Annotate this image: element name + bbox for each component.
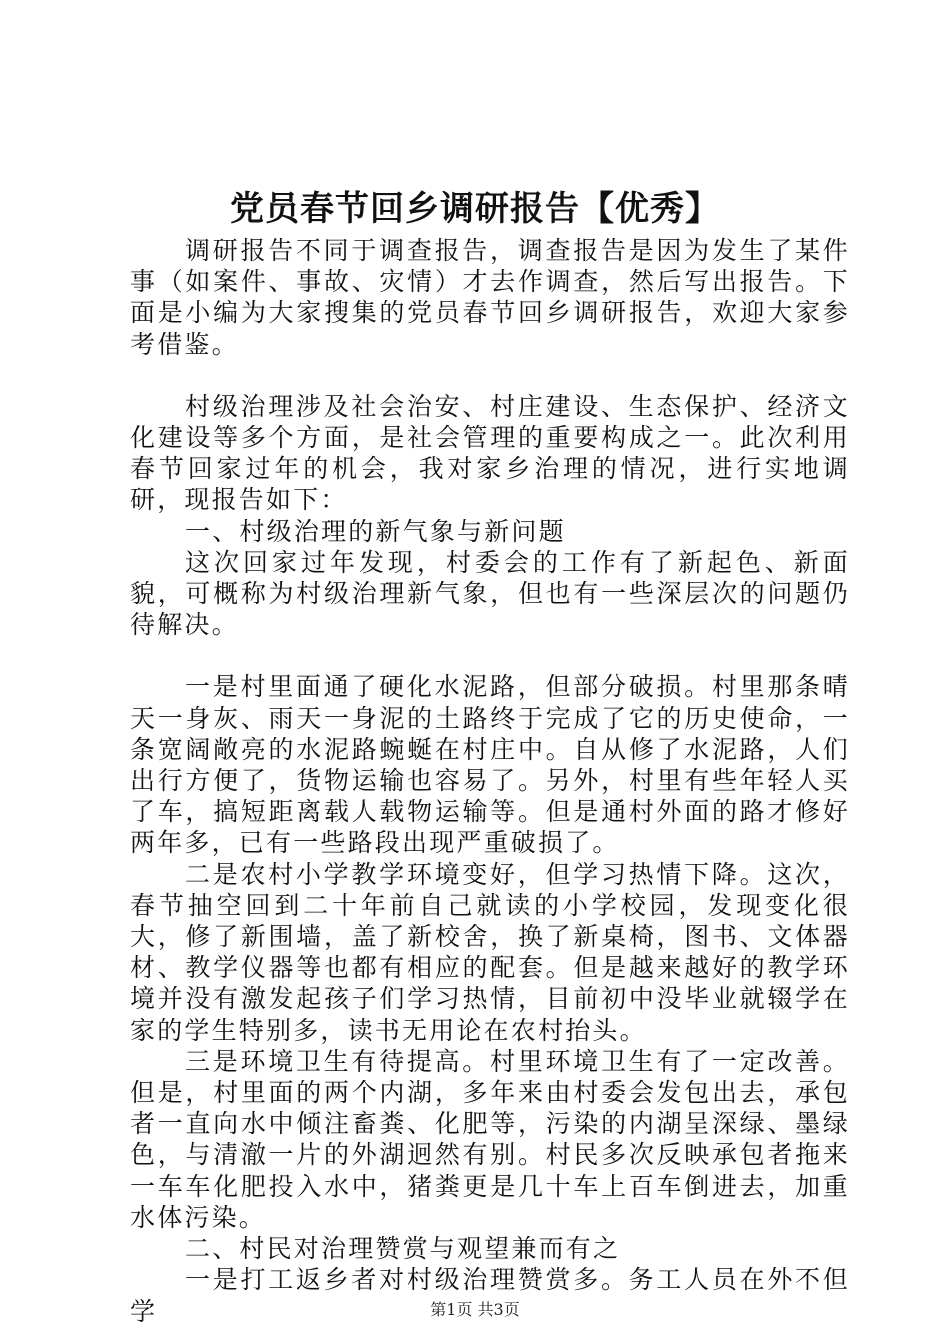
paragraph-gap xyxy=(130,360,850,391)
body-paragraph: 二是农村小学教学环境变好，但学习热情下降。这次，春节抽空回到二十年前自己就读的小学校园，发现变化很大，修了新围墙，盖了新校舍，换了新桌椅，图书、文体器材、教学仪器等也都有相应的配套。但是越来越好的教学环境并没有激发起孩子们学习热情，目前初中没毕业就辍学在家的学生特别多，读书无用论在农村抬头。 xyxy=(130,859,850,1045)
section-heading: 一、村级治理的新气象与新问题 xyxy=(185,516,566,546)
section-heading: 二、村民对治理赞赏与观望兼而有之 xyxy=(185,1234,621,1264)
body-paragraph: 一是村里面通了硬化水泥路，但部分破损。村里那条晴天一身灰、雨天一身泥的土路终于完成了它的历史使命，一条宽阔敞亮的水泥路蜿蜒在村庄中。自从修了水泥路，人们出行方便了，货物运输也容易了。另外，村里有些年轻人买了车，搞短距离载人载物运输等。但是通村外面的路才修好两年多，已有一些路段出现严重破损了。 xyxy=(130,672,850,858)
paragraph-gap xyxy=(130,640,850,671)
body-paragraph: 一是打工返乡者对村级治理赞赏多。务工人员在外不但学 xyxy=(130,1265,850,1326)
body-paragraph: 这次回家过年发现，村委会的工作有了新起色、新面貌，可概称为村级治理新气象，但也有一些深层次的问题仍待解决。 xyxy=(130,547,850,640)
document-body xyxy=(130,235,850,1327)
document-title: 党员春节回乡调研报告【优秀】 xyxy=(230,189,720,229)
body-paragraph: 三是环境卫生有待提高。村里环境卫生有了一定改善。但是，村里面的两个内湖，多年来由村委会发包出去，承包者一直向水中倾注畜粪、化肥等，污染的内湖呈深绿、墨绿色，与清澈一片的外湖迥然有别。村民多次反映承包者拖来一车车化肥投入水中，猪粪更是几十车上百车倒进去，加重水体污染。 xyxy=(130,1046,850,1232)
page-number-footer: 第1页 共3页 xyxy=(430,1300,520,1319)
body-paragraph: 村级治理涉及社会治安、村庄建设、生态保护、经济文化建设等多个方面，是社会管理的重要构成之一。此次利用春节回家过年的机会，我对家乡治理的情况，进行实地调研，现报告如下： xyxy=(130,391,850,515)
intro-paragraph: 调研报告不同于调查报告，调查报告是因为发生了某件事（如案件、事故、灾情）才去作调查，然后写出报告。下面是小编为大家搜集的党员春节回乡调研报告，欢迎大家参考借鉴。 xyxy=(130,236,850,359)
